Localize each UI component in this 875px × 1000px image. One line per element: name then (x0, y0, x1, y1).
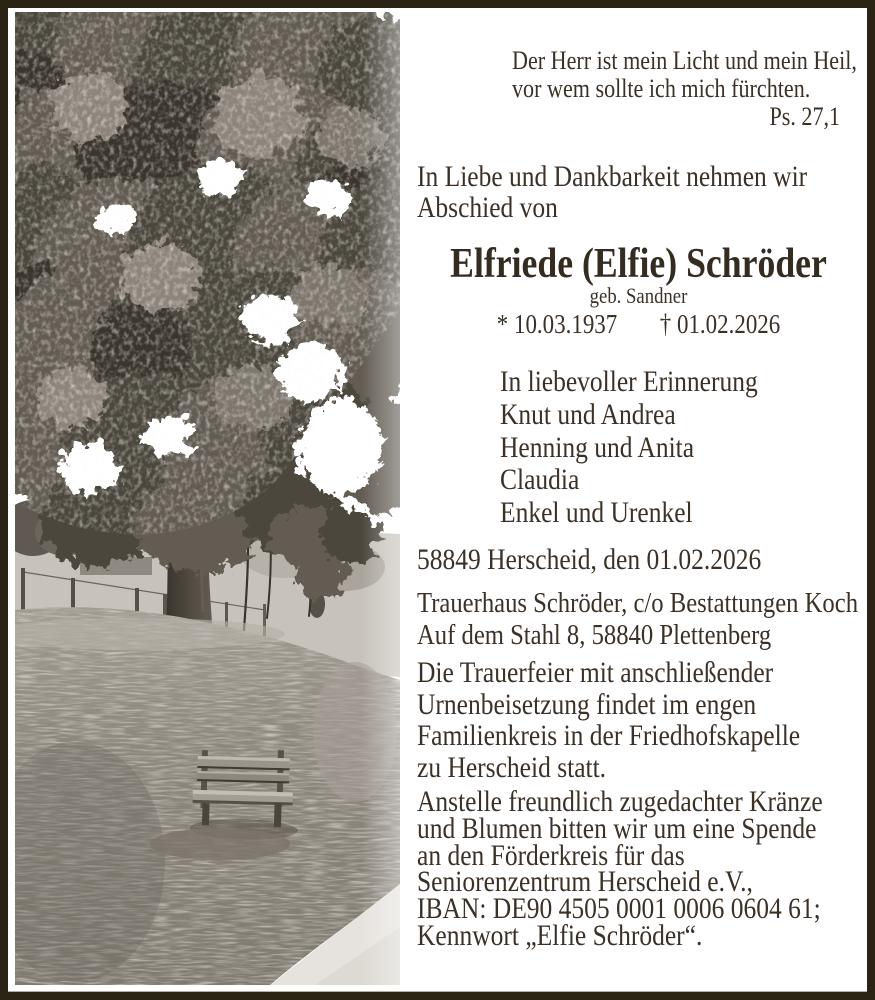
funeral-home-block (417, 587, 858, 651)
mourner-name: Claudia (500, 463, 580, 497)
birth-date: * 10.03.1937 (496, 309, 618, 339)
ceremony-block (417, 657, 800, 783)
donation-line: an den Förderkreis für das (417, 838, 685, 872)
bible-verse (512, 47, 861, 131)
verse-line-2: vor wem sollte ich mich fürchten. (512, 74, 811, 103)
donation-line: Anstelle freundlich zugedachter Kränze (417, 785, 823, 818)
mourner-name: Enkel und Urenkel (500, 496, 693, 530)
mourner-name: Henning und Anita (500, 430, 695, 464)
place-date: 58849 Herscheid, den 01.02.2026 (417, 543, 762, 576)
mourners-block (500, 366, 758, 530)
funeral-home-line: Trauerhaus Schröder, c/o Bestattungen Koch (417, 587, 859, 619)
mourner-name: Knut und Andrea (500, 397, 676, 431)
verse-line-1: Der Herr ist mein Licht und mein Heil, (512, 46, 857, 75)
ceremony-line: zu Herscheid statt. (417, 750, 607, 784)
deceased-name: Elfriede (Elfie) Schröder (450, 241, 827, 287)
intro-line-1: In Liebe und Dankbarkeit nehmen wir (417, 160, 808, 193)
maiden-name: geb. Sandner (589, 283, 688, 308)
mourners-heading: In liebevoller Erinnerung (500, 365, 758, 398)
verse-source: Ps. 27,1 (769, 102, 841, 131)
donation-line: IBAN: DE90 4505 0001 0006 0604 61; (417, 892, 821, 926)
ceremony-line: Urnenbeisetzung findet im engen (417, 687, 757, 721)
intro-line-2: Abschied von (417, 191, 558, 224)
death-date: † 01.02.2026 (659, 309, 781, 339)
life-dates (449, 309, 829, 339)
ceremony-line: Familienkreis in der Friedhofskapelle (417, 719, 801, 752)
intro-text (417, 161, 807, 223)
donation-line: und Blumen bitten wir um eine Spende (417, 811, 817, 845)
bench (190, 748, 300, 841)
funeral-home-line: Auf dem Stahl 8, 58840 Plettenberg (417, 619, 772, 651)
donation-line: Seniorenzentrum Herscheid e.V., (417, 865, 753, 899)
donation-line: Kennwort „Elfie Schröder“. (417, 918, 703, 952)
ceremony-line: Die Trauerfeier mit anschließender (417, 656, 774, 689)
tree-bench-meadow-photo (15, 12, 400, 985)
donation-block (417, 785, 823, 952)
